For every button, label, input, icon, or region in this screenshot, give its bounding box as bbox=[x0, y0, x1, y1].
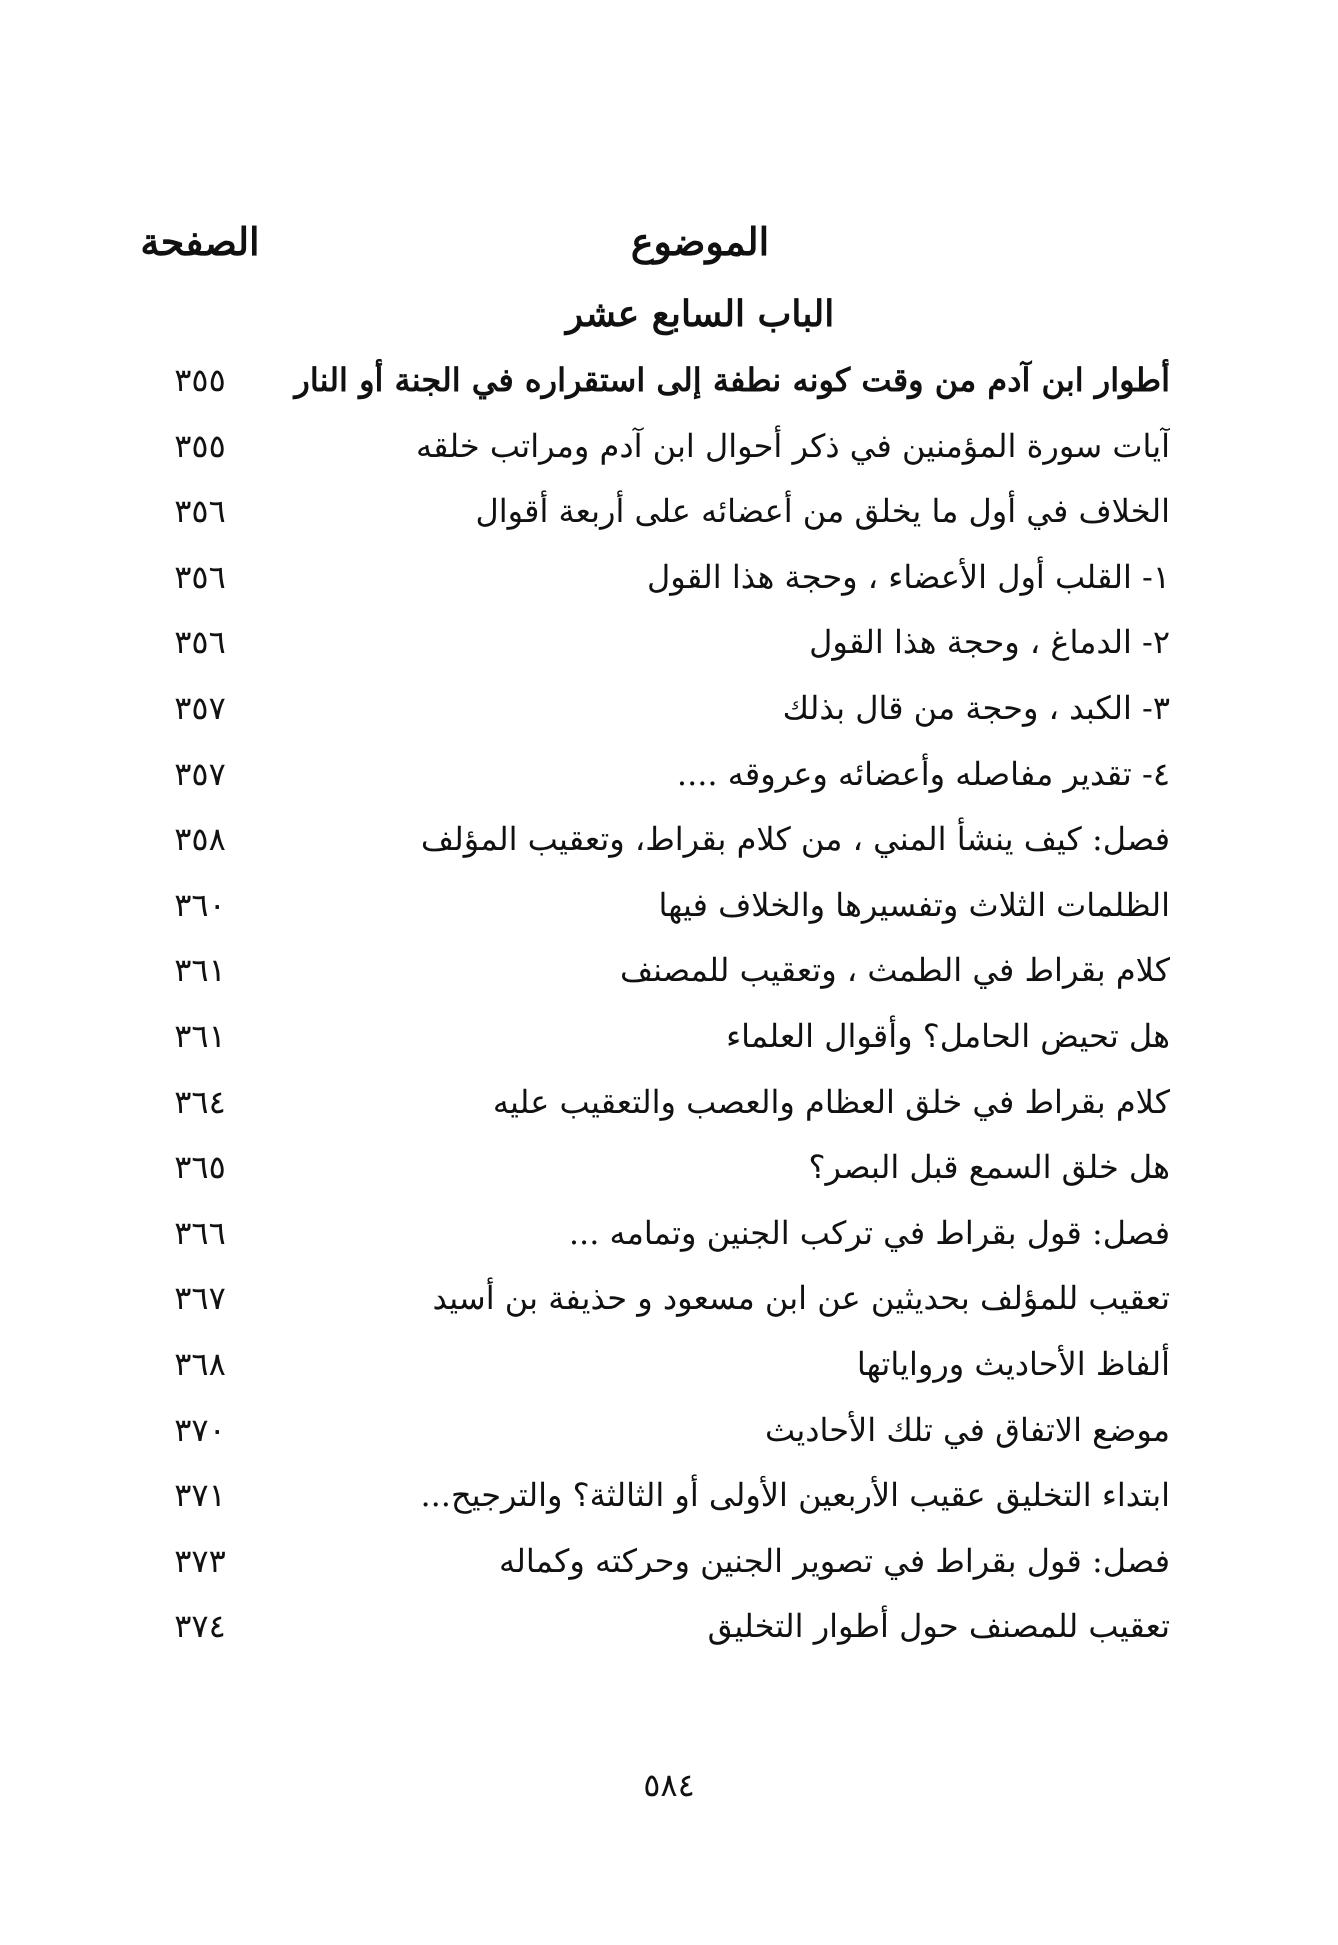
toc-entry bbox=[100, 1398, 1170, 1464]
toc-entry-title: فصل: كيف ينشأ المني ، من كلام بقراط، وتعقيب المؤلف bbox=[420, 820, 1170, 859]
toc-entry-title: كلام بقراط في الطمث ، وتعقيب للمصنف bbox=[620, 951, 1170, 990]
toc-entry-page: ٣٥٦ bbox=[174, 623, 226, 662]
toc-entry-title: ١- القلب أول الأعضاء ، وحجة هذا القول bbox=[647, 557, 1170, 596]
subject-column-header: الموضوع bbox=[630, 219, 770, 264]
page-column-header: الصفحة bbox=[140, 219, 260, 264]
toc-entry-title: موضع الاتفاق في تلك الأحاديث bbox=[764, 1410, 1170, 1449]
toc-entry-title: ٤- تقدير مفاصله وأعضائه وعروقه .... bbox=[676, 754, 1170, 793]
toc-entry bbox=[100, 1004, 1170, 1070]
toc-entry bbox=[100, 676, 1170, 742]
toc-entry-title: الظلمات الثلاث وتفسيرها والخلاف فيها bbox=[658, 885, 1170, 924]
toc-entry bbox=[100, 1529, 1170, 1595]
toc-entry bbox=[100, 873, 1170, 939]
toc-entry-page: ٣٦١ bbox=[174, 1016, 226, 1055]
toc-entry bbox=[100, 1135, 1170, 1201]
toc-entry-page: ٣٥٥ bbox=[174, 361, 226, 399]
toc-entry-page: ٣٥٨ bbox=[174, 820, 226, 859]
toc-entry bbox=[100, 1332, 1170, 1398]
toc-entry-title: آيات سورة المؤمنين في ذكر أحوال ابن آدم ومراتب خلقه bbox=[415, 426, 1170, 465]
toc-entry-page: ٣٧٤ bbox=[174, 1607, 226, 1646]
toc-entry-page: ٣٦٤ bbox=[174, 1082, 226, 1121]
toc-entry-title: ٣- الكبد ، وحجة من قال بذلك bbox=[782, 688, 1170, 727]
toc-entry-title: الخلاف في أول ما يخلق من أعضائه على أربعة أقوال bbox=[475, 492, 1170, 531]
toc-entry bbox=[100, 742, 1170, 808]
toc-entry-page: ٣٦٥ bbox=[174, 1148, 226, 1187]
toc-entry-title: هل تحيض الحامل؟ وأقوال العلماء bbox=[726, 1016, 1170, 1055]
toc-entry bbox=[100, 1463, 1170, 1529]
toc-entry-page: ٣٥٧ bbox=[174, 688, 226, 727]
toc-entry bbox=[100, 1070, 1170, 1136]
page-number: ٥٨٤ bbox=[643, 1766, 695, 1804]
toc-entry bbox=[100, 1266, 1170, 1332]
toc-entry-page: ٣٧٠ bbox=[174, 1410, 226, 1449]
toc-entry-page: ٣٥٦ bbox=[174, 492, 226, 531]
toc-entry bbox=[100, 348, 1170, 414]
table-of-contents bbox=[100, 348, 1170, 1660]
toc-entry-title: هل خلق السمع قبل البصر؟ bbox=[808, 1148, 1170, 1187]
toc-entry bbox=[100, 938, 1170, 1004]
toc-entry-title: ٢- الدماغ ، وحجة هذا القول bbox=[809, 623, 1170, 662]
toc-entry-title: ألفاظ الأحاديث ورواياتها bbox=[856, 1344, 1170, 1383]
toc-entry-page: ٣٦٨ bbox=[174, 1344, 226, 1383]
toc-entry-page: ٣٥٧ bbox=[174, 754, 226, 793]
toc-entry-page: ٣٦٦ bbox=[174, 1213, 226, 1252]
toc-entry-page: ٣٦١ bbox=[174, 951, 226, 990]
toc-entry-page: ٣٧١ bbox=[174, 1476, 226, 1515]
toc-entry-title: فصل: قول بقراط في تصوير الجنين وحركته وكماله bbox=[498, 1541, 1170, 1580]
toc-entry bbox=[100, 807, 1170, 873]
toc-entry bbox=[100, 610, 1170, 676]
toc-entry-title: ابتداء التخليق عقيب الأربعين الأولى أو الثالثة؟ والترجيح... bbox=[420, 1476, 1170, 1515]
toc-entry bbox=[100, 414, 1170, 480]
toc-entry-title: تعقيب للمؤلف بحديثين عن ابن مسعود و حذيفة بن أسيد bbox=[432, 1279, 1170, 1318]
toc-entry-title: تعقيب للمصنف حول أطوار التخليق bbox=[707, 1607, 1170, 1646]
toc-entry-page: ٣٦٠ bbox=[174, 885, 226, 924]
toc-entry-title: أطوار ابن آدم من وقت كونه نطفة إلى استقراره في الجنة أو النار bbox=[294, 361, 1170, 399]
toc-entry-page: ٣٧٣ bbox=[174, 1541, 226, 1580]
toc-entry bbox=[100, 1201, 1170, 1267]
toc-entry-page: ٣٥٥ bbox=[174, 426, 226, 465]
toc-entry-title: فصل: قول بقراط في تركب الجنين وتمامه ... bbox=[568, 1213, 1170, 1252]
chapter-title: الباب السابع عشر bbox=[565, 293, 835, 335]
toc-entry bbox=[100, 1594, 1170, 1660]
toc-entry-title: كلام بقراط في خلق العظام والعصب والتعقيب عليه bbox=[492, 1082, 1170, 1121]
toc-entry-page: ٣٥٦ bbox=[174, 557, 226, 596]
toc-entry bbox=[100, 479, 1170, 545]
toc-entry-page: ٣٦٧ bbox=[174, 1279, 226, 1318]
toc-entry bbox=[100, 545, 1170, 611]
